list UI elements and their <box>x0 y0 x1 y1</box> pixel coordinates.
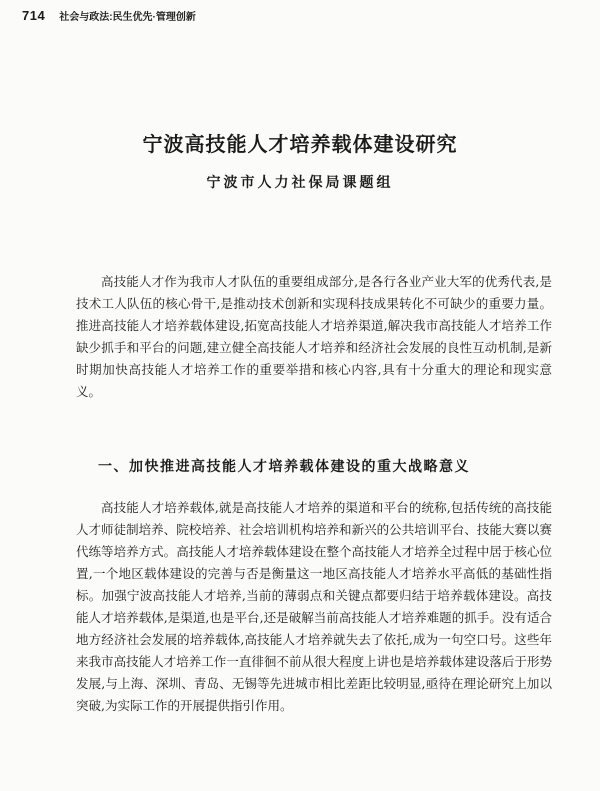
page-number: 714 <box>22 8 46 23</box>
body-paragraph: 高技能人才培养载体,就是高技能人才培养的渠道和平台的统称,包括传统的高技能人才师徒制培养、院校培养、社会培训机构培养和新兴的公共培训平台、技能大赛以赛代练等培养方式。高技能人才培养载体建设在整个高技能人才培养全过程中居于核心位置,一个地区载体建设的完善与否是衡量这一地区高技能人才培养水平高低的基础性指标。加强宁波高技能人才培养,当前的薄弱点和关键点都要归结于培养载体建设。高技能人才培养载体,是渠道,也是平台,还是破解当前高技能人才培养难题的抓手。没有适合地方经济社会发展的培养载体,高技能人才培养就失去了依托,成为一句空口号。这些年来我市高技能人才培养工作一直徘徊不前从很大程度上讲也是培养载体建设落后于形势发展,与上海、深圳、青岛、无锡等先进城市相比差距比较明显,亟待在理论研究上加以突破,为实际工作的开展提供指引作用。 <box>76 500 552 713</box>
running-head-title: 社会与政法:民生优先·管理创新 <box>59 12 196 23</box>
running-header <box>22 8 582 30</box>
intro-paragraph: 高技能人才作为我市人才队伍的重要组成部分,是各行各业产业大军的优秀代表,是技术工人队伍的核心骨干,是推动技术创新和实现科技成果转化不可缺少的重要力量。推进高技能人才培养载体建设,拓宽高技能人才培养渠道,解决我市高技能人才培养工作缺少抓手和平台的问题,建立健全高技能人才培养和经济社会发展的良性互动机制,是新时期加快高技能人才培养工作的重要举措和核心内容,具有十分重大的理论和现实意义。 <box>76 274 552 399</box>
article-author: 宁波市人力社保局课题组 <box>206 175 394 191</box>
article-title: 宁波高技能人才培养载体建设研究 <box>142 132 458 156</box>
section-heading: 一、加快推进高技能人才培养载体建设的重大战略意义 <box>98 459 470 475</box>
